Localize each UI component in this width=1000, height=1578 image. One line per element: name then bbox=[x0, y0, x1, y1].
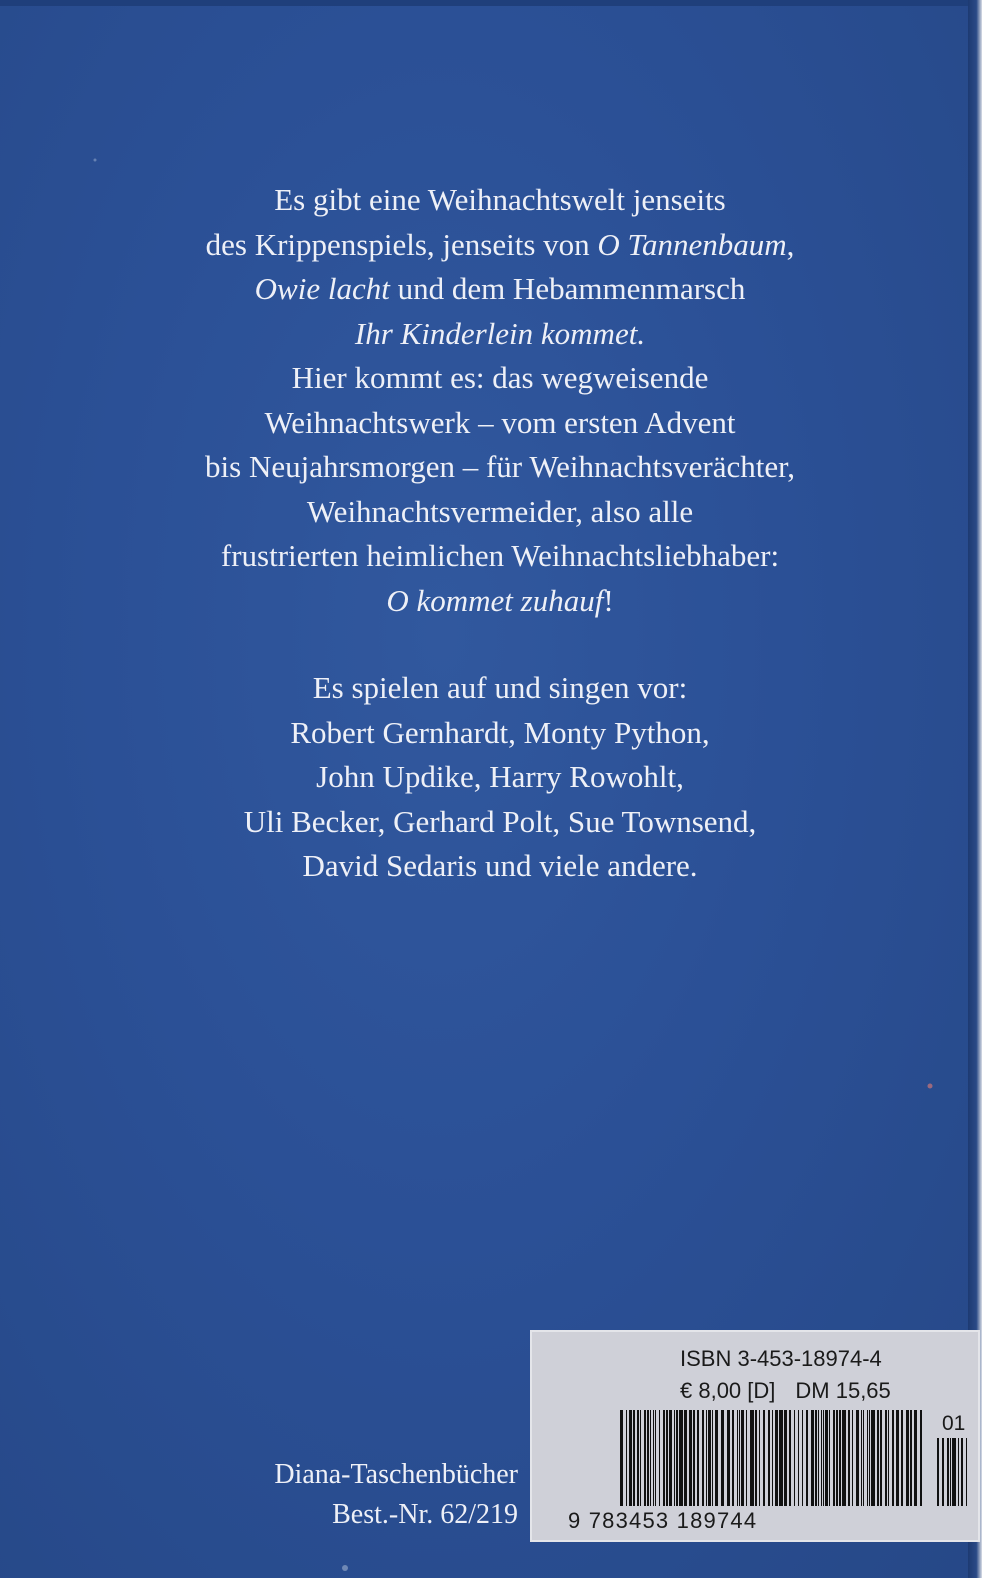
blurb-text-segment: Es gibt eine Weihnachtswelt jenseits bbox=[274, 182, 726, 217]
barcode-bar bbox=[755, 1410, 757, 1506]
barcode-bar bbox=[768, 1410, 770, 1506]
barcode-bar bbox=[739, 1410, 740, 1506]
barcode-bar bbox=[663, 1410, 665, 1506]
cast-line: Uli Becker, Gerhard Polt, Sue Townsend, bbox=[243, 803, 757, 839]
barcode-bar bbox=[741, 1410, 744, 1506]
barcode-bar bbox=[750, 1410, 754, 1506]
cast-paragraph bbox=[60, 666, 940, 889]
barcode bbox=[620, 1410, 926, 1506]
barcode-bar bbox=[856, 1410, 859, 1506]
blurb-line bbox=[60, 223, 940, 268]
barcode-bar bbox=[950, 1438, 951, 1506]
barcode-bar bbox=[633, 1410, 635, 1506]
blurb-text-segment: und dem Hebammenmarsch bbox=[389, 271, 746, 306]
barcode-bar bbox=[689, 1410, 692, 1506]
blurb-line bbox=[60, 356, 940, 401]
barcode-bar bbox=[775, 1410, 778, 1506]
blurb-title-italic: O kommet zuhauf bbox=[386, 582, 604, 618]
barcode-bar bbox=[863, 1410, 864, 1506]
blurb-paragraph bbox=[60, 178, 940, 623]
barcode-bar bbox=[708, 1410, 711, 1506]
barcode-bar bbox=[833, 1410, 835, 1506]
price-text bbox=[680, 1378, 891, 1404]
cover-top-edge bbox=[0, 0, 982, 6]
barcode-bar bbox=[637, 1410, 639, 1506]
barcode-bar bbox=[871, 1410, 875, 1506]
barcode-bar bbox=[763, 1410, 765, 1506]
barcode-bar bbox=[746, 1410, 747, 1506]
barcode-bar bbox=[702, 1410, 704, 1506]
blurb-text-segment: Weihnachtsvermeider, also alle bbox=[306, 493, 694, 529]
blurb-text-segment: Weihnachtswerk – vom ersten Advent bbox=[264, 404, 736, 440]
barcode-bar bbox=[952, 1438, 956, 1506]
barcode-bar bbox=[836, 1410, 838, 1506]
blurb-line bbox=[60, 401, 940, 446]
barcode-bar bbox=[885, 1410, 887, 1506]
barcode-bar bbox=[947, 1438, 949, 1506]
barcode-bar bbox=[727, 1410, 730, 1506]
barcode-bar bbox=[818, 1410, 819, 1506]
blurb-text-segment: des Krippenspiels, jenseits von bbox=[205, 226, 598, 262]
barcode-bar bbox=[901, 1410, 903, 1506]
barcode-bar bbox=[848, 1410, 850, 1506]
barcode-bar bbox=[806, 1410, 808, 1506]
barcode-bar bbox=[684, 1410, 687, 1506]
barcode-bar bbox=[914, 1410, 917, 1506]
barcode-bar bbox=[869, 1410, 870, 1506]
barcode-bar bbox=[669, 1410, 672, 1506]
order-number: Best.-Nr. 62/219 bbox=[332, 1499, 518, 1530]
blurb-line bbox=[60, 267, 940, 312]
barcode-bar bbox=[877, 1410, 879, 1506]
barcode-bar bbox=[942, 1438, 944, 1506]
barcode-bar bbox=[821, 1410, 822, 1506]
blurb-title-italic: Ihr Kinderlein kommet. bbox=[354, 315, 646, 351]
barcode-bar bbox=[789, 1410, 791, 1506]
barcode-bar bbox=[961, 1438, 963, 1506]
blurb-line bbox=[60, 178, 940, 223]
barcode-bar bbox=[693, 1410, 695, 1506]
barcode-bar bbox=[825, 1410, 828, 1506]
blurb-text-segment: ! bbox=[603, 582, 614, 618]
barcode-bar bbox=[794, 1410, 795, 1506]
barcode-bar bbox=[644, 1410, 646, 1506]
barcode-bar bbox=[650, 1410, 651, 1506]
barcode-bar bbox=[852, 1410, 853, 1506]
barcode-bar bbox=[842, 1410, 846, 1506]
blurb-line bbox=[60, 534, 940, 579]
cast-line: Robert Gernhardt, Monty Python, bbox=[290, 714, 710, 750]
barcode-bar bbox=[839, 1410, 841, 1506]
barcode-bar bbox=[920, 1410, 922, 1506]
barcode-bar bbox=[715, 1410, 718, 1506]
barcode-bar bbox=[910, 1410, 912, 1506]
barcode-bar bbox=[674, 1410, 675, 1506]
barcode-bar bbox=[937, 1438, 939, 1506]
barcode-bar bbox=[880, 1410, 882, 1506]
barcode-bar bbox=[896, 1410, 899, 1506]
barcode-bar bbox=[759, 1410, 760, 1506]
price-sticker bbox=[530, 1330, 980, 1542]
price-eur: € 8,00 [D] bbox=[680, 1378, 776, 1403]
barcode-bar bbox=[784, 1410, 787, 1506]
cast-line: John Updike, Harry Rowohlt, bbox=[316, 759, 684, 794]
blurb-title-italic: Owie lacht bbox=[254, 271, 390, 306]
barcode-bar bbox=[676, 1410, 678, 1506]
barcode-bar bbox=[659, 1410, 660, 1506]
isbn-text: ISBN 3-453-18974-4 bbox=[680, 1346, 882, 1371]
blurb-line bbox=[60, 312, 940, 357]
publisher-series: Diana-Taschenbücher bbox=[274, 1459, 518, 1490]
blurb-text-segment: , bbox=[786, 226, 795, 262]
barcode-bar bbox=[629, 1410, 632, 1506]
barcode-bar bbox=[811, 1410, 814, 1506]
barcode-bar bbox=[647, 1410, 649, 1506]
barcode-bar bbox=[966, 1438, 967, 1506]
barcode-bar bbox=[679, 1410, 683, 1506]
barcode-bar bbox=[666, 1410, 668, 1506]
barcode-bar bbox=[737, 1410, 738, 1506]
blurb-text bbox=[60, 178, 940, 889]
blurb-title-italic: O Tannenbaum bbox=[597, 226, 787, 262]
barcode-bar bbox=[706, 1410, 707, 1506]
barcode-bar bbox=[906, 1410, 909, 1506]
barcode-bar bbox=[772, 1410, 773, 1506]
publisher-info bbox=[240, 1455, 518, 1535]
barcode-bar bbox=[888, 1410, 889, 1506]
barcode-bar bbox=[721, 1410, 724, 1506]
barcode-bar bbox=[892, 1410, 894, 1506]
barcode-bar bbox=[626, 1410, 627, 1506]
barcode-bar bbox=[958, 1438, 959, 1506]
barcode-bar bbox=[829, 1410, 830, 1506]
addon-barcode bbox=[937, 1438, 971, 1506]
blurb-line bbox=[60, 445, 940, 490]
barcode-bar bbox=[640, 1410, 641, 1506]
barcode-bar bbox=[861, 1410, 862, 1506]
barcode-bar bbox=[712, 1410, 713, 1506]
barcode-bar bbox=[655, 1410, 656, 1506]
barcode-bar bbox=[823, 1410, 824, 1506]
ean-digits: 9 783453 189744 bbox=[568, 1508, 758, 1533]
barcode-bar bbox=[779, 1410, 783, 1506]
blurb-text-segment: bis Neujahrsmorgen – für Weihnachtsverächter, bbox=[205, 449, 795, 484]
barcode-addon-label: 01 bbox=[942, 1412, 966, 1435]
blurb-line bbox=[60, 490, 940, 535]
barcode-bar bbox=[798, 1410, 799, 1506]
blurb-text-segment: frustrierten heimlichen Weihnachtsliebhaber: bbox=[220, 538, 780, 573]
barcode-bar bbox=[732, 1410, 734, 1506]
barcode-bar bbox=[867, 1410, 868, 1506]
blurb-line bbox=[60, 579, 940, 624]
barcode-bar bbox=[620, 1410, 623, 1506]
barcode-bar bbox=[697, 1410, 699, 1506]
barcode-bar bbox=[815, 1410, 817, 1506]
price-dm: DM 15,65 bbox=[795, 1378, 891, 1403]
barcode-bar bbox=[802, 1410, 803, 1506]
blurb-text-segment: Hier kommt es: das wegweisende bbox=[291, 360, 709, 395]
cast-line: David Sedaris und viele andere. bbox=[302, 848, 698, 883]
cast-line: Es spielen auf und singen vor: bbox=[312, 670, 688, 705]
barcode-bar bbox=[653, 1410, 654, 1506]
